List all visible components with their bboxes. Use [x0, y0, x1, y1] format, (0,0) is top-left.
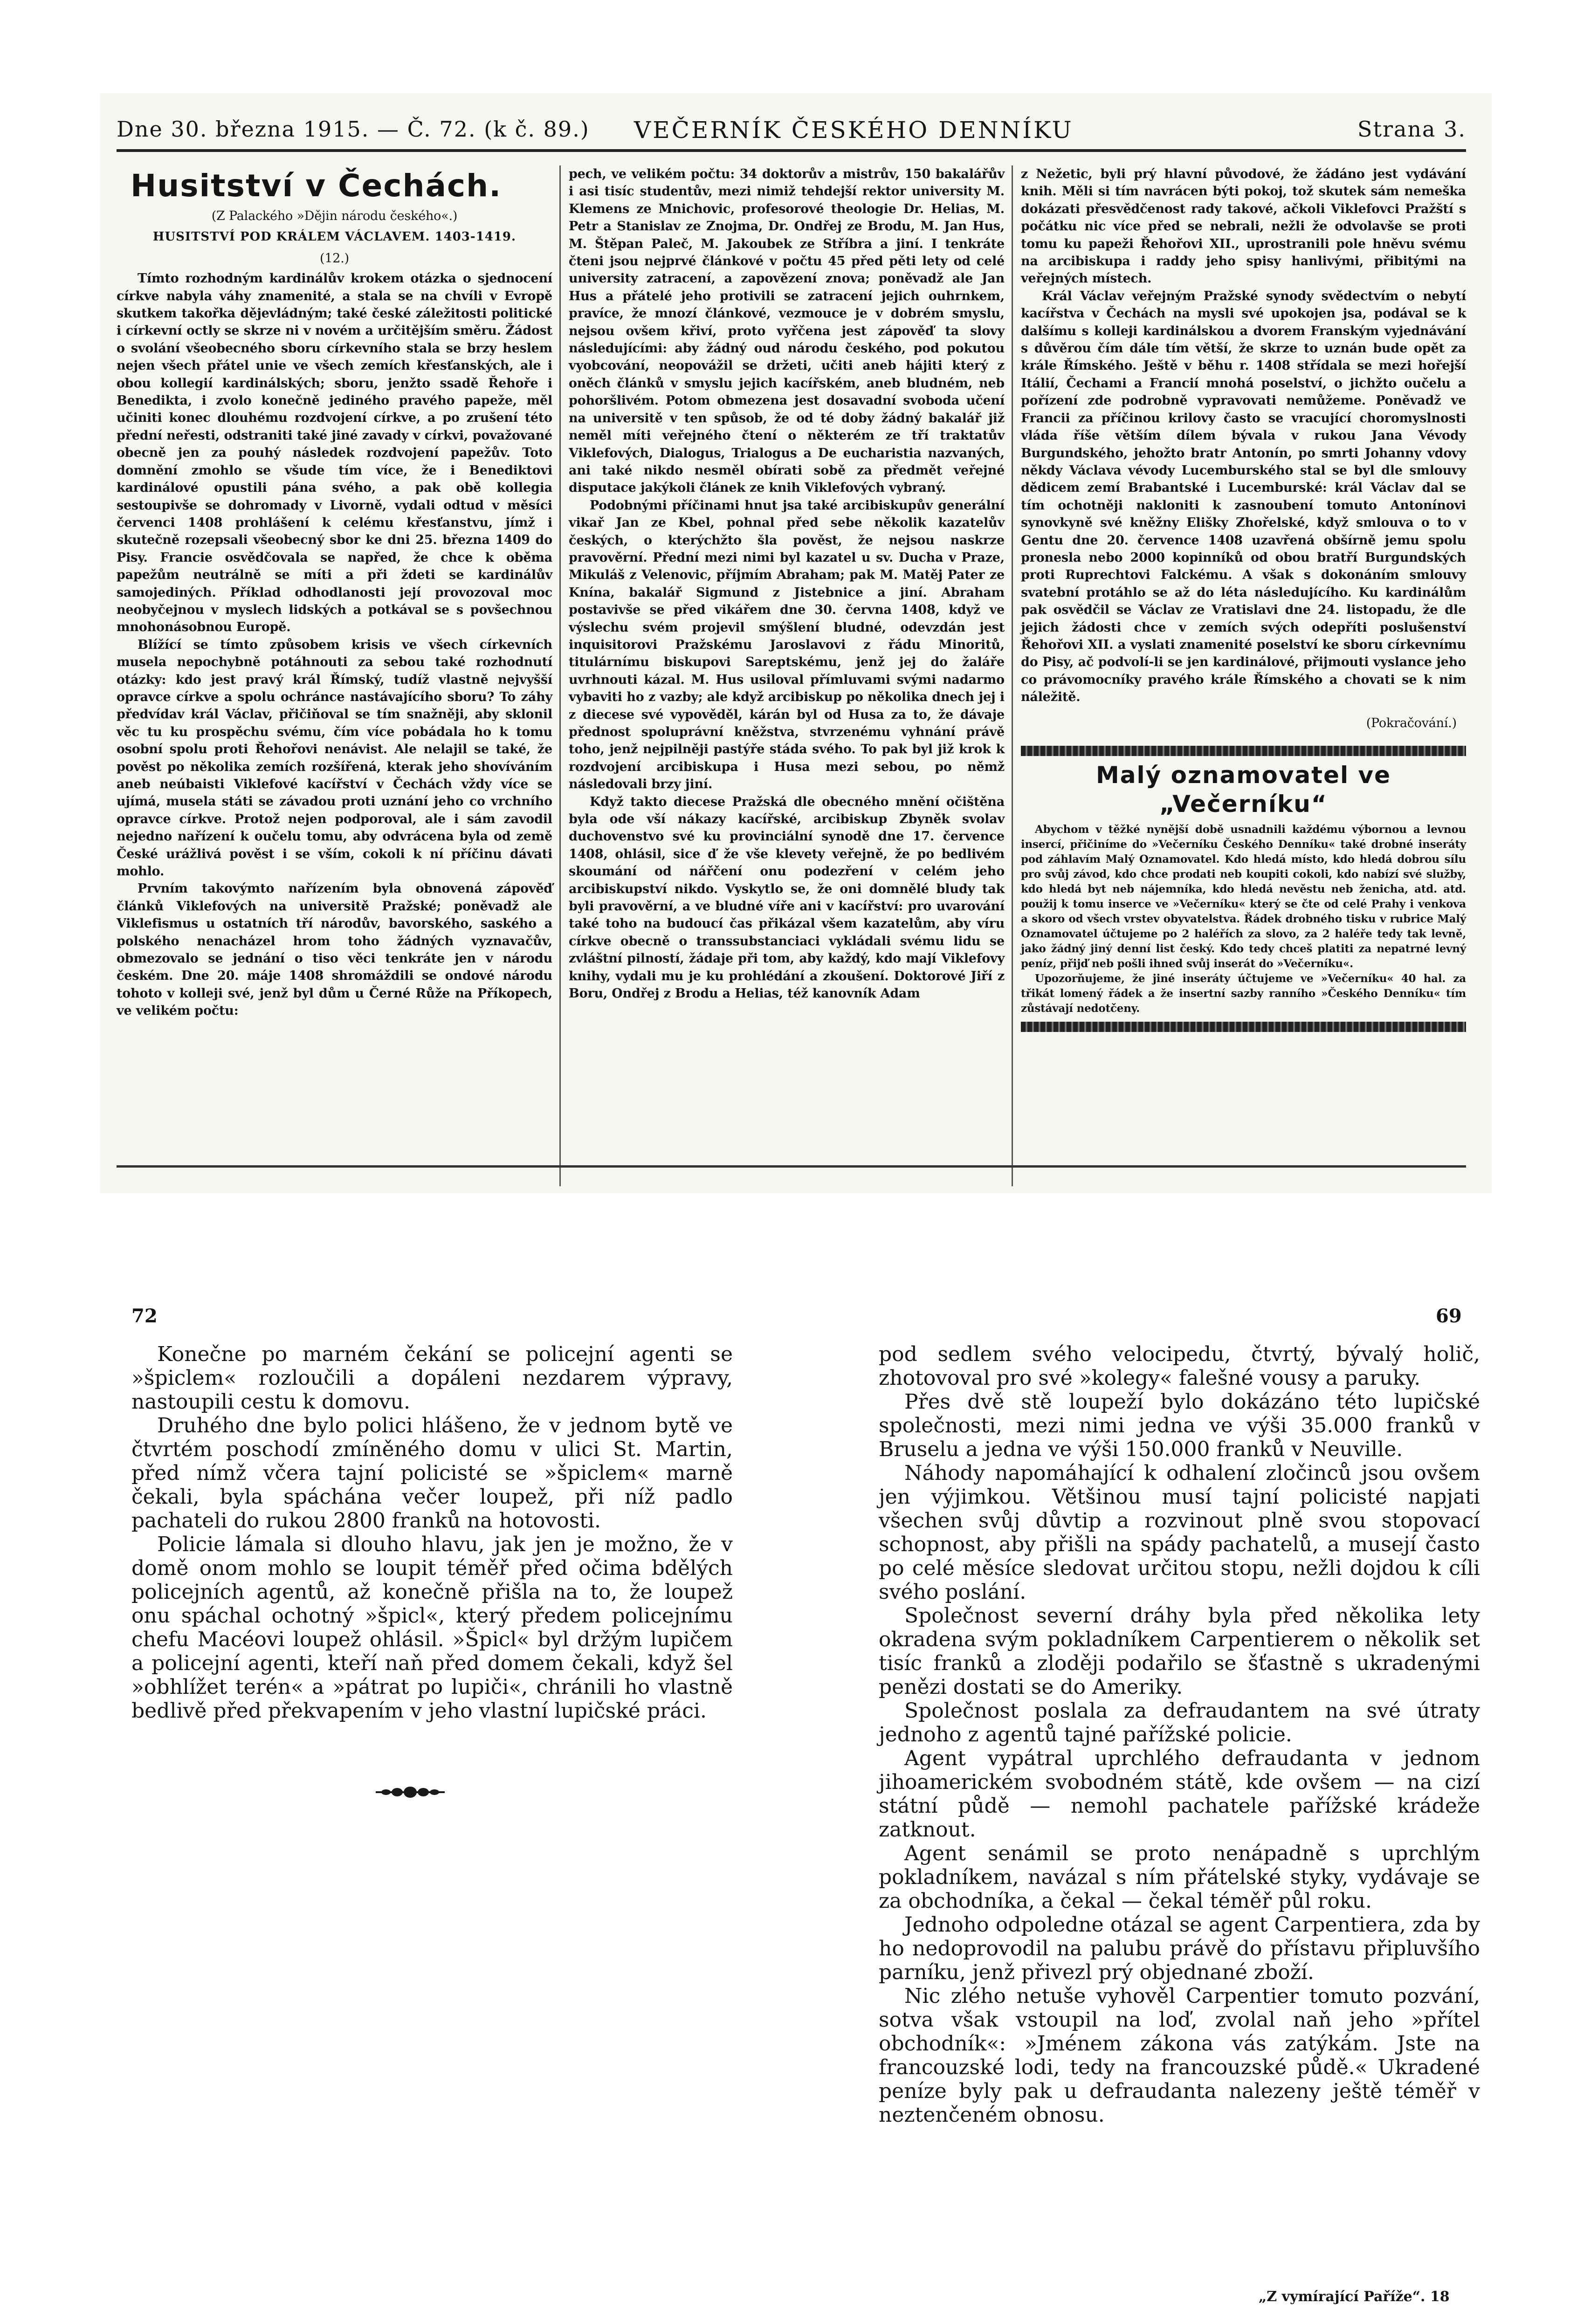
- paragraph: Podobnými příčinami hnut jsa také arcibiskupův generální vikař Jan ze Kbel, pohnal před sebe několik kazatelův českých, o kterýchžto šla pověst, že nejsou naskrze pravověrní. Přední mezi nimi byl kazatel u sv. Ducha v Praze, Mikuláš z Velenovic, příjmím Abraham; pak M. Matěj Pater ze Knína, bakalář Sigmund z Jistebnice a jiní. Abraham postavivše se před vikářem dne 30. června 1408, když ve výslechu svém projevil smýšlení bludné, odevzdán jest inquisitorovi Pražskému Jaroslavovi z řádu Minoritů, titulárnímu biskupovi Sareptskému, jenž jej do žaláře uvrhnouti kázal. M. Hus usiloval přímluvami svými nadarmo vybaviti ho z vazby; ale když arcibiskup po několika dnech jej i z diecese své vypověděl, kárán byl od Husa za to, že dávaje přednost spoluprávní kněžstva, stvrzenému vyhnání právě toho, jenž nejpilněji pastýře stáda svého. To pak byl již krok k rozdvojení arcibiskupa i Husa mezi sebou, po němž následovali brzy jiní.: [569, 498, 1005, 792]
- paragraph: pech, ve velikém počtu: 34 doktorův a mistrův, 150 bakalářův i asi tisíc studentův, mezi nimiž tehdejší rektor university M. Klemens ze Mnichovic, profesorové theologie Dr. Helias, M. Petr a Stanislav ze Znojma, Dr. Ondřej ze Brodu, M. Jan Hus, M. Štěpan Paleč, M. Jakoubek ze Stříbra a jiní. I tenkráte čteni jsou nejprvé článkové v počtu 45 před pěti lety od celé university zatracení, a zapovězení znova; poněvadž ale Jan Hus a přátelé jeho protivili se zatracení jejich ouhrnkem, pravíce, že mnozí článkové, vezmouce je v dobrém smyslu, nejsou ovšem křiví, proto vyřčena jest zápověď ta slovy následujícími: aby žádný oud národu českého, pod pokutou vyobcování, neopovážil se držeti, učiti aneb hájiti který z oněch článků v smyslu jejich kacířském, aneb bludném, neb pohoršlivém. Potom obmezena jest dosavadní svoboda učení na universitě v ten spůsob, že od té doby žádný bakalář již neměl míti veřejného čtení o některém ze tří traktatův Viklefových, Dialogus, Trialogus a De eucharistia nazvaných, ani také nikdo nesměl obírati sobě za předmět veřejné disputace jakýkoli článek ze knih Viklefových vybraný.: [569, 167, 1005, 495]
- book-footer: „Z vymírající Paříže“. 18: [1259, 2289, 1450, 2305]
- advertisement-box: [1021, 746, 1466, 1032]
- newspaper-header: [117, 117, 1466, 149]
- ornament-icon: [373, 1781, 448, 1804]
- paragraph: Druhého dne bylo polici hlášeno, že v jednom bytě ve čtvrtém poschodí zmíněného domu v ulici St. Martin, před nímž včera tajní policisté se »špiclem« marně čekali, byla spáchána večer loupež, při níž padlo pachateli do rukou 2800 franků na hotovosti.: [131, 1414, 733, 1533]
- paragraph: Agent vypátral uprchlého defraudanta v jednom jihoamerickém svobodném státě, kde ovšem — na cizí státní půdě — nemohl pachatele pařížské krádeže zatknout.: [879, 1746, 1480, 1842]
- paragraph: Prvním takovýmto nařízením byla obnovená zápověď článků Viklefových na universitě Pražské; poněvadž ale Viklefismus u ostatních tří národův, bavorského, saského a polského nenacházel hrom toho žádných vyznavačův, obmezovalo se jednání o tiso věci tenkráte jen v národu českém. Dne 20. máje 1408 shromáždili se ondové národu tohoto v kolleji své, jenž byl dům u Černé Růže na Příkopech, ve velikém počtu:: [117, 881, 552, 1018]
- book-page-number-left: 72: [131, 1305, 158, 1327]
- ad-paragraph: Upozorňujeme, že jiné inseráty účtujeme ve »Večerníku« 40 hal. za třikát lomený řádek a že insertní sazby ranního »Českého Denníku« tím zůstávají nedotčeny.: [1021, 972, 1466, 1015]
- paragraph: z Nežetic, byli prý hlavní původové, že žádáno jest vydávání knih. Měli si tím navrácen býti pokoj, tož skutek sám nemeška dokázati přesvědčenost rady takové, ačkoli Viklefovci Pražští s počátku nic více před se nebrali, nežli že odvolavše se proti tomu ku papeži Řehořovi XII., uprostranili pole hněvu svému na arcibiskupa i raddy jeho spisy hanlivými, přibitými na veřejných místech.: [1021, 167, 1466, 286]
- paragraph: Tímto rozhodným kardinálův krokem otázka o sjednocení církve nabyla váhy znamenité, a stala se na chvíli v Evropě skutkem takořka dějevládným; také české záležitosti politické i církevní octly se skrze ni v novém a určitějším směru. Žádost o svolání všeobecného sboru církevního stala se brzy heslem nejen všech přátel unie ve všech zemích křesťanských, ale i obou kollegií kardinálských; sboru, jenžto ssadě Řehoře i Benedikta, i zvolo konečně jediného pravého papeže, měl učiniti konec dlouhému rozdvojení církve, a po zrušení této přední neřesti, odstraniti také jiné zavady v církvi, považované obecně jen za pouhý následek rozdvojení papežův. Toto domnění zmohlo se všude tím více, že i Benediktovi kardinálové opustili pána svého, a pak obě kollegia sestoupivše se dohromady v Livorně, vydali odtud v měsíci červenci 1408 prohlášení k celému křesťanstvu, jímž i skutečně rozepsali všeobecný sbor ke dni 25. března 1409 do Pisy. Francie osvědčovala se napřed, že chce k oběma papežům neutrálně se míti a při ždeti se kardinálův samojediných. Příklad odhodlanosti její provozoval moc neobyčejnou v myslech lidských a potkával se s povšechnou mnohonásobnou Europě.: [117, 271, 552, 635]
- paragraph: Společnost severní dráhy byla před několika lety okradena svým pokladníkem Carpentierem o několik set tisíc franků a zloději podařilo se šťastně s ukradenými penězi dostati se do Ameriky.: [879, 1604, 1480, 1699]
- ad-border-top: [1021, 746, 1466, 756]
- article-headline: Husitství v Čechách.: [131, 168, 502, 204]
- newspaper-title: VEČERNÍK ČESKÉHO DENNÍKU: [634, 117, 1074, 144]
- ad-title: Malý oznamovatel ve „Večerníku“: [1095, 762, 1391, 818]
- ad-border-bottom: [1021, 1022, 1466, 1032]
- paragraph: Král Václav veřejným Pražské synody svědectvím o nebytí kacířstva v Čechách na mysli své upokojen jsa, podával se k dalšímu s kolleji kardinálskou a dvorem Franským vyjednávání s důvěrou čím dále tím větší, že skrze to uznán bude opět za krále Římského. Ještě v běhu r. 1408 střídala se mezi hořejší Itálií, Čechami a Francií mnohá poselství, o jichžto oučelu a pořízení zde podrobně vypravovati nemůžeme. Poněvadž ve Francii za příčinou krilovy často se vracující choromyslnosti vláda říše větším dílem bývala v rukou Jana Vévody Burgundského, jehožto bratr Antonín, po smrti Johanny vdovy někdy Václava vévody Lucemburského stal se byl dle smlouvy dědicem zemí Brabantské i Lucemburské: král Václav dal se tím ochotněji nakloniti k zasnoubení tomuto Antonínovi synovkyně své kněžny Elišky Zhořelské, když smlouva o to v Gentu dne 20. července 1408 uzavřená obšírně jemu spolu pronesla nebo 2000 kopinníků od obou bratří Burgundských proti Ruprechtovi Falckému. A však s dokonáním smlouvy svatební protáhlo se až do léta následujícího. Ku kardinálům pak osvědčil se Václav ze Vratislavi dne 24. listopadu, že dle jejich žádosti chce v zemích svých odepříti poslušenství Řehořovi XII. a vyslati znamenité poselství ke sboru církevnímu do Pisy, ač podvolí-li se jen kardinálové, přijmouti vyslance jeho co právomocníky pravého krále Římského a chovati se k nim náležitě.: [1021, 289, 1466, 705]
- paragraph: Přes dvě stě loupeží bylo dokázáno této lupičské společnosti, mezi nimi jedna ve výši 35.000 franků v Bruselu a jedna ve výši 150.000 franků v Neuville.: [879, 1390, 1480, 1461]
- article-column-2: [569, 165, 1005, 1003]
- article-part: (12.): [319, 251, 349, 266]
- article-source: (Z Palackého »Dějin národu českého«.): [211, 209, 458, 223]
- header-rule: [117, 149, 1466, 152]
- page-bottom-rule: [117, 1165, 1466, 1168]
- issue-date: Dne 30. března 1915. — Č. 72. (k č. 89.): [117, 117, 590, 142]
- paragraph: Nic zlého netuše vyhověl Carpentier tomuto pozvání, sotva však vstoupil na loď, zvolal naň jeho »přítel obchodník«: »Jménem zákona vás zatýkám. Jste na francouzské lodi, tedy na francouzské půdě.« Ukradené peníze byly pak u defraudanta nalezeny ještě téměř v neztenčeném obnosu.: [879, 1984, 1480, 2127]
- page-number: Strana 3.: [1357, 117, 1466, 142]
- paragraph: Konečne po marném čekání se policejní agenti se »špiclem« rozloučili a dopáleni nezdarem výpravy, nastoupili cestu k domovu.: [131, 1342, 733, 1414]
- article-section: HUSITSTVÍ POD KRÁLEM VÁCLAVEM. 1403-1419.: [152, 230, 516, 244]
- article-column-1: [117, 165, 552, 1020]
- book-page-number-right: 69: [1436, 1305, 1462, 1327]
- paragraph: Náhody napomáhající k odhalení zločinců jsou ovšem jen výjimkou. Většinou musí tajní policisté napjati všechen svůj důvtip a rozvinout plně svou stopovací schopnost, aby přišli na spády pachatelů, a musejí často po celé měsíce sledovat určitou stopu, nežli dojdou k cíli svého poslání.: [879, 1461, 1480, 1604]
- paragraph: Agent senámil se proto nenápadně s uprchlým pokladníkem, navázal s ním přátelské styky, vydávaje se za obchodníka, a čekal — čekal téměř půl roku.: [879, 1842, 1480, 1913]
- paragraph: Policie lámala si dlouho hlavu, jak jen je možno, že v domě onom mohlo se loupit téměř před očima bdělých policejních agentů, až konečně přišla na to, že loupež onu spáchal ochotný »špicl«, který předem policejnímu chefu Macéovi loupež ohlásil. »Špicl« byl držým lupičem a policejní agenti, kteří naň před domem čekali, když šel »obhlížet terén« a »pátrat po lupiči«, chránili ho vlastně bedlivě před překvapením v jeho vlastní lupičské práci.: [131, 1533, 733, 1723]
- paragraph: Když takto diecese Pražská dle obecného mnění očištěna byla ode vší nákazy kacířské, arcibiskup Zbyněk svolav duchovenstvo své ku provinciální synodě dne 17. července 1408, ohlásil, sice ď že vše klevety veřejně, že po bedlivém skoumání od nářčení onu podezření v celém jeho arcibiskupství nikdo. Vyskytlo se, že oni domnělé bludy tak byli pravověrní, a ve bludné víře ani v kacířství: pro uvarování také toho na budoucí čas přikázal všem kazatelům, aby víru církve obecně o transsubstanciaci vykládali svému lidu se zvláštní pilností, žádaje při tom, aby každý, kdo mají Viklefovy knihy, vydali mu je ku prohlédání a zkoušení. Doktorové Jiří z Boru, Ondřej z Brodu a Helias, též kanovník Adam: [569, 794, 1005, 1001]
- column-rule: [1012, 165, 1013, 1186]
- book-page-left: [131, 1342, 733, 1723]
- paragraph: Jednoho odpoledne otázal se agent Carpentiera, zda by ho nedoprovodil na palubu právě do přístavu připluvšího parníku, jenž přivezl prý objednané zboží.: [879, 1913, 1480, 1984]
- column-rule: [559, 165, 561, 1186]
- continued-note: (Pokračování.): [1366, 715, 1457, 730]
- book-page-right: [879, 1342, 1480, 2127]
- paragraph: Společnost poslala za defraudantem na své útraty jednoho z agentů tajné pařížské policie.: [879, 1699, 1480, 1746]
- ad-paragraph: Abychom v těžké nynější době usnadnili každému výbornou a levnou insercí, přičiníme do »Večerníku Českého Denníku« také drobné inseráty pod záhlavím Malý Oznamovatel. Kdo hledá místo, kdo hledá dobrou sílu pro svůj závod, kdo chce prodati neb koupiti cokoli, kdo nabízí své služby, kdo hledá byt neb nájemníka, kdo hledá nevěstu neb ženicha, atd. atd. použij k tomu inserce ve »Večerníku« který se čte od celé Prahy i venkova a skoro od všech vrstev obyvatelstva. Řádek drobného tisku v rubrice Malý Oznamovatel účtujeme po 2 haléřích za slovo, za 2 haléře tedy tak levně, jako žádný jiný denní list český. Kdo tedy chceš platiti za nepatrné levný peníz, přijď neb pošli ihned svůj inserát do »Večerníku«.: [1021, 823, 1466, 970]
- paragraph: Blížící se tímto způsobem krisis ve všech církevních musela nepochybně potáhnouti za sebou také rozhodnutí otázky: kdo jest pravý král Římský, tudíž vlastně nejvyšší opravce církve a spolu ochránce nastávajícího sboru? To záhy předvídav král Václav, přičiňoval se tím snažněji, aby sklonil věc tu ku prospěchu svému, čím více pobádala ho k tomu osobní spolu proti Řehořovi nenávist. Ale nelajil se také, že pověst po několika zemích rozšířená, kterak jeho shovíváním aneb neúbaisti Viklefové kacířství v Čechách vždy více se ujímá, musela státi se závadou proti uznání jeho co vrchního opravce církve. Protož nejen podporoval, ale i sám zavodil nejedno nařízení k oučelu tomu, aby odvrácena byla od země České urážlivá pověst i se vším, cokoli k ní příčinu dávati mohlo.: [117, 637, 552, 879]
- article-column-3: [1021, 165, 1466, 1032]
- paragraph: pod sedlem svého velocipedu, čtvrtý, bývalý holič, zhotovoval pro své »kolegy« falešné vousy a paruky.: [879, 1342, 1480, 1390]
